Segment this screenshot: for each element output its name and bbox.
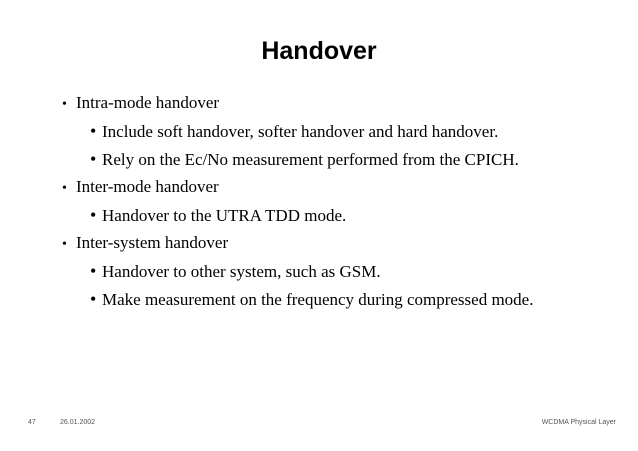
bullet-text: Inter-system handover: [76, 233, 229, 252]
footer-page-number: 47: [28, 419, 36, 426]
bullet-list: [0, 92, 638, 316]
sub-bullet-item: [90, 260, 638, 288]
bullet-glyph: •: [62, 181, 67, 196]
bullet-item: [62, 176, 638, 204]
sub-bullet-item: [90, 148, 638, 176]
sub-bullet-text: Rely on the Ec/No measurement performed from the CPICH.: [102, 150, 519, 169]
footer-label: WCDMA Physical Layer: [541, 419, 616, 426]
bullet-glyph: •: [62, 237, 67, 252]
bullet-glyph: •: [90, 289, 97, 309]
sub-bullet-text: Make measurement on the frequency during compressed mode.: [102, 290, 534, 309]
bullet-glyph: •: [62, 97, 67, 112]
sub-bullet-text: Handover to other system, such as GSM.: [102, 262, 381, 281]
sub-bullet-text: Handover to the UTRA TDD mode.: [102, 206, 347, 225]
sub-bullet-item: [90, 120, 638, 148]
sub-bullet-item: [90, 288, 638, 316]
bullet-item: [62, 232, 638, 260]
bullet-glyph: •: [90, 261, 97, 281]
bullet-text: Intra-mode handover: [76, 93, 220, 112]
bullet-glyph: •: [90, 149, 97, 169]
bullet-text: Inter-mode handover: [76, 177, 219, 196]
bullet-item: [62, 92, 638, 120]
bullet-glyph: •: [90, 121, 97, 141]
footer-date: 26.01.2002: [60, 419, 96, 426]
slide-title: Handover: [261, 37, 377, 65]
sub-bullet-text: Include soft handover, softer handover and hard handover.: [102, 122, 499, 141]
bullet-glyph: •: [90, 205, 97, 225]
sub-bullet-item: [90, 204, 638, 232]
